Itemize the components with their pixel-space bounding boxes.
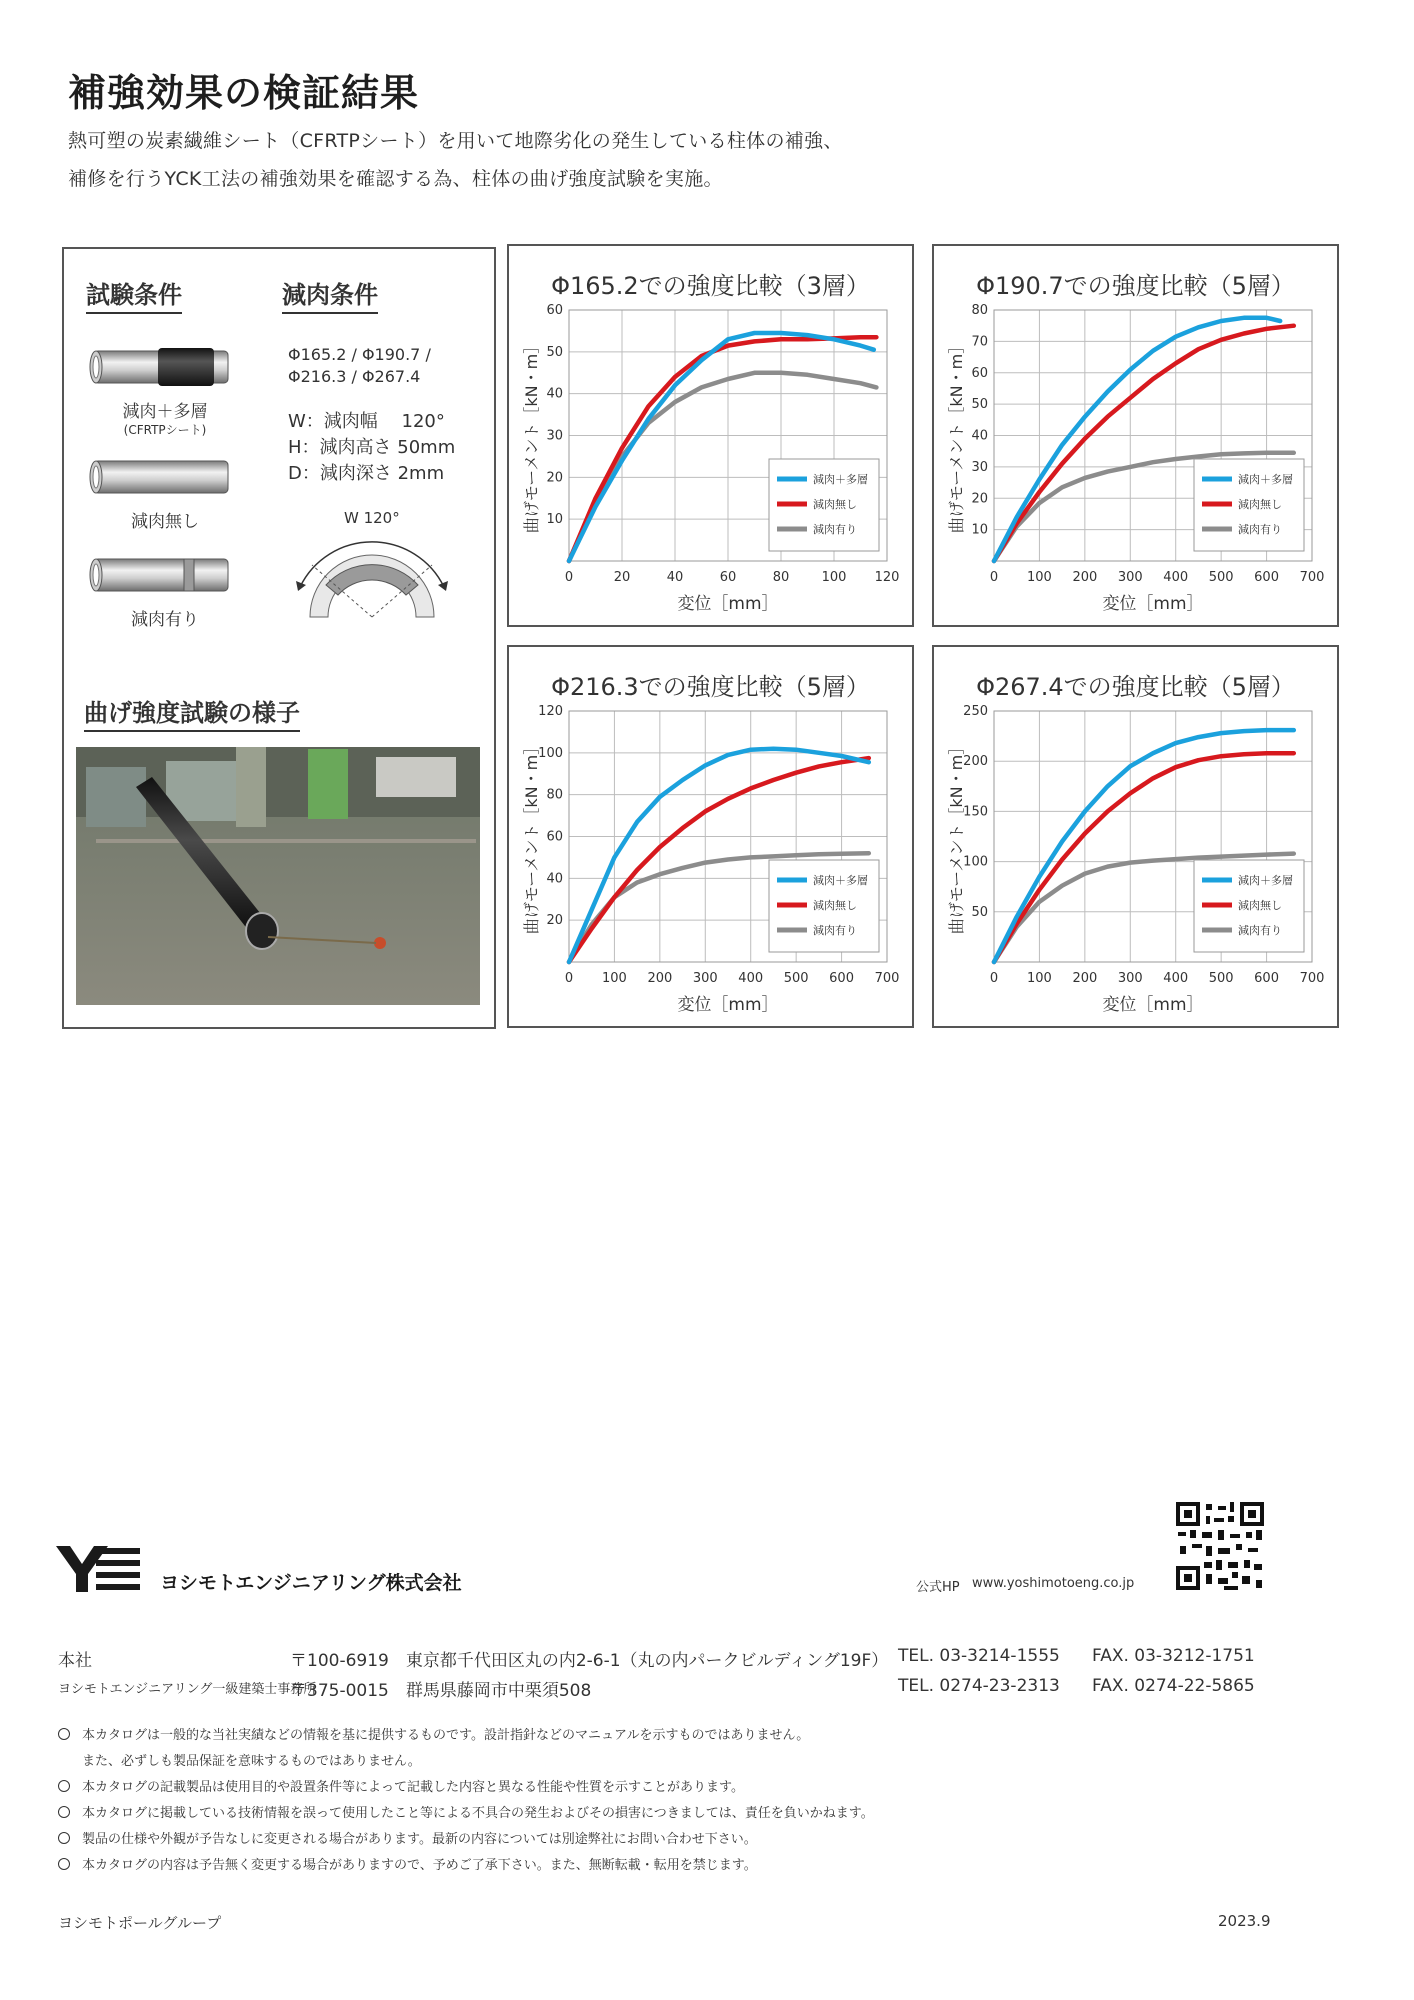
legend-label: 減肉＋多層: [1238, 874, 1293, 887]
y-tick-label: 60: [971, 365, 988, 381]
office2-tel: TEL. 0274-23-2313: [898, 1676, 1060, 1696]
x-tick-label: 120: [874, 570, 900, 585]
legend-label: 減肉無し: [1238, 498, 1282, 511]
pipe-with-reduction-illustration: [86, 553, 236, 597]
x-tick-label: 0: [989, 570, 999, 585]
x-tick-label: 400: [1163, 971, 1189, 986]
y-tick-label: 60: [546, 829, 563, 845]
y-tick-label: 30: [546, 428, 563, 444]
chart-panel-165: [507, 244, 914, 627]
x-tick-label: 100: [602, 971, 627, 986]
chart-title: Φ165.2での強度比較（3層）: [551, 272, 870, 300]
y-tick-label: 120: [538, 704, 563, 719]
x-tick-label: 700: [1299, 971, 1325, 986]
reduction-conditions-heading: 減肉条件: [282, 275, 378, 314]
specimen-multi-layer-sub: (CFRTPシート): [123, 423, 207, 437]
x-tick-label: 400: [1163, 570, 1189, 585]
y-tick-label: 80: [546, 787, 563, 803]
chart-title: Φ267.4での強度比較（5層）: [976, 673, 1295, 701]
y-tick-label: 40: [971, 428, 988, 444]
y-tick-label: 200: [963, 754, 988, 770]
bending-test-photo: [76, 747, 480, 1005]
hp-label: 公式HP: [916, 1580, 960, 1595]
x-tick-label: 100: [1027, 570, 1052, 585]
office1-address: 〒100-6919 東京都千代田区丸の内2-6-1（丸の内パークビルディング19F）: [290, 1651, 889, 1671]
y-tick-label: 20: [971, 491, 988, 507]
specimen-no-reduction-label: 減肉無し: [131, 512, 199, 532]
x-axis-label: 変位［mm］: [1102, 995, 1204, 1015]
circle-bullet-icon: [58, 1858, 70, 1870]
note-item: 本カタログの内容は予告無く変更する場合がありますので、予めご了承下さい。また、無断転載・転用を禁じます。: [58, 1854, 757, 1873]
legend-label: 減肉＋多層: [813, 473, 868, 486]
x-tick-label: 300: [692, 971, 718, 986]
note-item: 本カタログの記載製品は使用目的や設置条件等によって記載した内容と異なる性能や性質を示すことがあります。: [58, 1776, 744, 1795]
pipe-no-reduction-illustration: [86, 455, 236, 499]
x-tick-label: 300: [1117, 971, 1143, 986]
legend-label: 減肉無し: [813, 498, 857, 511]
x-tick-label: 600: [1254, 971, 1279, 986]
circle-bullet-icon: [58, 1832, 70, 1844]
legend-label: 減肉有り: [1238, 924, 1282, 937]
x-tick-label: 200: [1072, 570, 1098, 585]
conditions-panel: [62, 247, 496, 1029]
y-tick-label: 40: [546, 386, 563, 402]
y-axis-label: 曲げモーメント［kN・m］: [522, 738, 541, 935]
legend-label: 減肉有り: [1238, 523, 1282, 536]
x-axis-label: 変位［mm］: [1102, 594, 1204, 614]
photo-heading: 曲げ強度試験の様子: [84, 693, 300, 732]
y-tick-label: 100: [538, 745, 563, 761]
legend-label: 減肉無し: [813, 899, 857, 912]
group-name: ヨシモトポールグループ: [58, 1914, 222, 1932]
note-item: 本カタログは一般的な当社実績などの情報を基に提供するものです。設計指針などのマニュアルを示すものではありません。: [58, 1724, 809, 1743]
hp-url[interactable]: www.yoshimotoeng.co.jp: [972, 1576, 1135, 1591]
y-tick-label: 60: [546, 303, 563, 318]
x-tick-label: 600: [1254, 570, 1279, 585]
x-tick-label: 300: [1117, 570, 1143, 585]
y-axis-label: 曲げモーメント［kN・m］: [947, 738, 966, 935]
x-tick-label: 0: [564, 971, 574, 986]
office1-fax: FAX. 03-3212-1751: [1092, 1646, 1255, 1666]
x-tick-label: 400: [738, 971, 764, 986]
intro-line-1: 熱可塑の炭素繊維シート（CFRTPシート）を用いて地際劣化の発生している柱体の補強、: [68, 130, 843, 152]
test-conditions-heading: 試験条件: [86, 275, 182, 314]
office2-name: ヨシモトエンジニアリング一級建築士事務所: [58, 1682, 317, 1697]
page-title: 補強効果の検証結果: [68, 71, 420, 115]
y-tick-label: 10: [546, 512, 563, 528]
chart-title: Φ216.3での強度比較（5層）: [551, 673, 870, 701]
diameters-line-2: Φ216.3 / Φ267.4: [288, 367, 421, 386]
condition-w: W：減肉幅 120°: [288, 411, 445, 432]
chart-panel-216: [507, 645, 914, 1028]
x-tick-label: 500: [783, 971, 809, 986]
y-tick-label: 50: [971, 904, 988, 920]
legend-label: 減肉＋多層: [813, 874, 868, 887]
y-tick-label: 20: [546, 470, 563, 486]
x-tick-label: 20: [613, 570, 631, 585]
x-tick-label: 500: [1208, 971, 1234, 986]
condition-d: D：減肉深さ 2mm: [288, 463, 445, 484]
reduction-arc-diagram: [292, 525, 452, 621]
y-tick-label: 50: [546, 344, 563, 360]
y-tick-label: 250: [963, 704, 988, 719]
legend-label: 減肉＋多層: [1238, 473, 1293, 486]
chart-plot-165: [509, 246, 912, 625]
chart-panel-190: [932, 244, 1339, 627]
y-tick-label: 100: [963, 854, 988, 870]
x-tick-label: 600: [829, 971, 854, 986]
y-axis-label: 曲げモーメント［kN・m］: [522, 337, 541, 534]
legend-label: 減肉有り: [813, 924, 857, 937]
circle-bullet-icon: [58, 1780, 70, 1792]
legend-label: 減肉有り: [813, 523, 857, 536]
x-tick-label: 200: [1072, 971, 1098, 986]
chart-plot-190: [934, 246, 1337, 625]
y-tick-label: 20: [546, 913, 563, 929]
y-tick-label: 150: [963, 804, 988, 820]
specimen-with-reduction-label: 減肉有り: [131, 610, 199, 630]
y-tick-label: 50: [971, 397, 988, 413]
condition-h: H：減肉高さ 50mm: [288, 437, 456, 458]
x-axis-label: 変位［mm］: [677, 995, 779, 1015]
x-tick-label: 500: [1208, 570, 1234, 585]
intro-line-2: 補修を行うYCK工法の補強効果を確認する為、柱体の曲げ強度試験を実施。: [68, 168, 723, 190]
office2-fax: FAX. 0274-22-5865: [1092, 1676, 1255, 1696]
y-tick-label: 80: [971, 303, 988, 318]
y-tick-label: 70: [971, 334, 988, 350]
company-name: ヨシモトエンジニアリング株式会社: [160, 1572, 462, 1594]
x-tick-label: 700: [874, 971, 900, 986]
qr-code-icon[interactable]: [1176, 1502, 1264, 1590]
x-tick-label: 60: [719, 570, 737, 585]
x-tick-label: 200: [647, 971, 673, 986]
office2-address: 〒375-0015 群馬県藤岡市中栗須508: [290, 1681, 592, 1701]
circle-bullet-icon: [58, 1806, 70, 1818]
chart-panel-267: [932, 645, 1339, 1028]
x-tick-label: 40: [666, 570, 684, 585]
issue-date: 2023.9: [1218, 1912, 1271, 1930]
pipe-multi-layer-illustration: [86, 345, 236, 389]
x-tick-label: 0: [989, 971, 999, 986]
diameters-line-1: Φ165.2 / Φ190.7 /: [288, 345, 431, 364]
company-logo: [56, 1546, 142, 1592]
circle-bullet-icon: [58, 1728, 70, 1740]
y-tick-label: 30: [971, 459, 988, 475]
y-axis-label: 曲げモーメント［kN・m］: [947, 337, 966, 534]
y-tick-label: 10: [971, 522, 988, 538]
x-tick-label: 700: [1299, 570, 1325, 585]
legend-label: 減肉無し: [1238, 899, 1282, 912]
y-tick-label: 40: [546, 871, 563, 887]
note-item: 本カタログに掲載している技術情報を誤って使用したこと等による不具合の発生およびその損害につきましては、責任を負いかねます。: [58, 1802, 874, 1821]
note-item: また、必ずしも製品保証を意味するものではありません。: [82, 1754, 421, 1769]
chart-plot-216: [509, 647, 912, 1026]
x-tick-label: 100: [1027, 971, 1052, 986]
x-axis-label: 変位［mm］: [677, 594, 779, 614]
office1-tel: TEL. 03-3214-1555: [898, 1646, 1060, 1666]
x-tick-label: 0: [564, 570, 574, 585]
chart-title: Φ190.7での強度比較（5層）: [976, 272, 1295, 300]
specimen-multi-layer-label: 減肉＋多層: [122, 402, 208, 422]
chart-plot-267: [934, 647, 1337, 1026]
x-tick-label: 100: [821, 570, 847, 585]
office1-name: 本社: [58, 1651, 92, 1671]
diagram-label: W 120°: [344, 509, 400, 527]
note-item: 製品の仕様や外観が予告なしに変更される場合があります。最新の内容については別途弊社にお問い合わせ下さい。: [58, 1828, 757, 1847]
x-tick-label: 80: [772, 570, 790, 585]
